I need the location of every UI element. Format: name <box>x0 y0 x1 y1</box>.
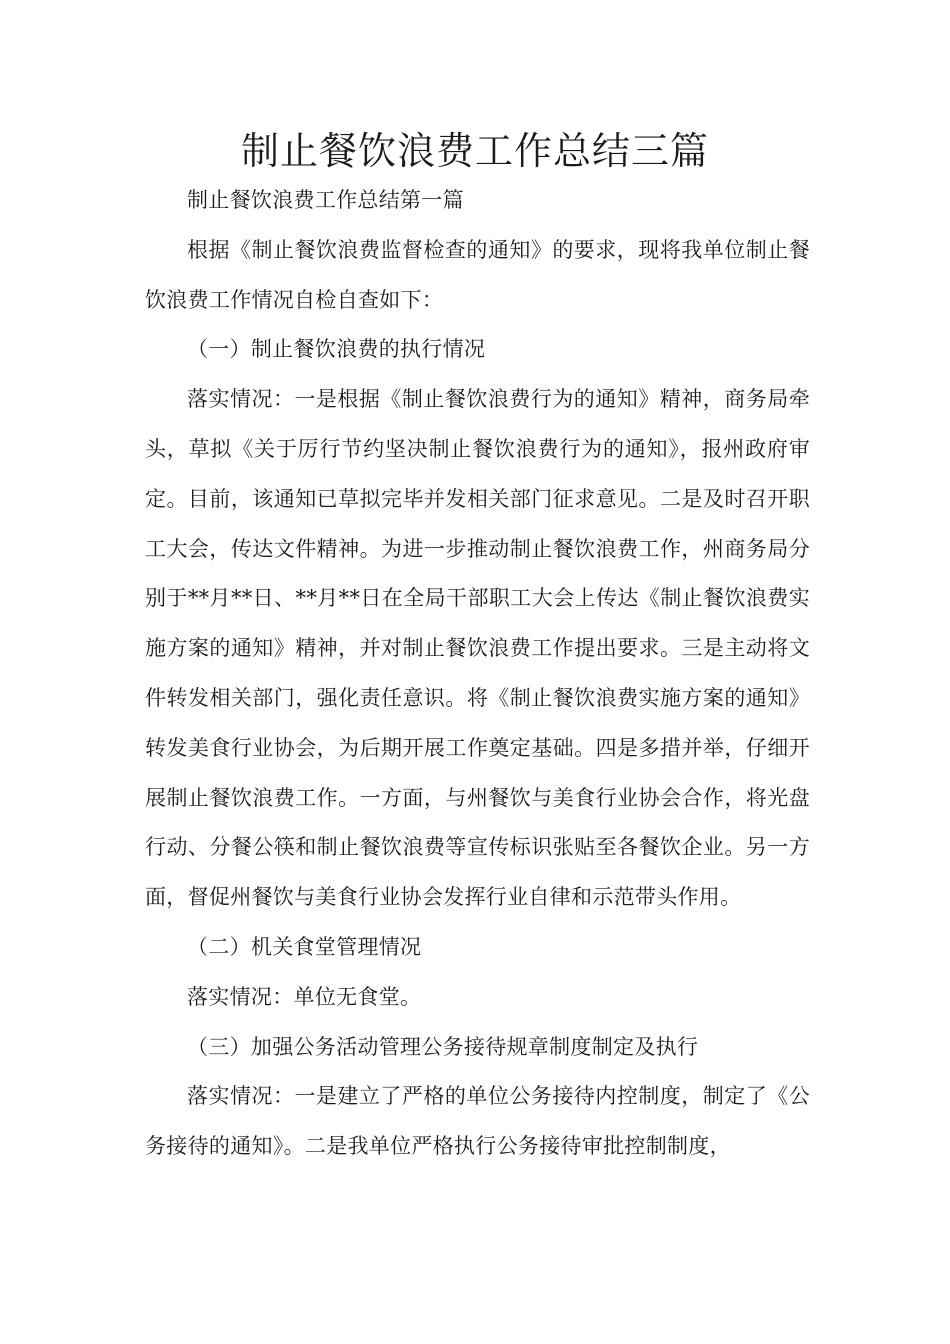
section-heading: 制止餐饮浪费工作总结第一篇 <box>187 188 464 212</box>
document-body <box>145 176 810 1172</box>
subsection-heading: （一）制止餐饮浪费的执行情况 <box>187 337 486 362</box>
subsection-heading: （二）机关食堂管理情况 <box>187 934 422 959</box>
body-paragraph: 落实情况：一是建立了严格的单位公务接待内控制度，制定了《公务接待的通知》。二是我单位严格执行公务接待审批控制制度， <box>145 1084 810 1159</box>
body-paragraph: 根据《制止餐饮浪费监督检查的通知》的要求，现将我单位制止餐饮浪费工作情况自检自查如下： <box>145 237 810 312</box>
subsection-heading: （三）加强公务活动管理公务接待规章制度制定及执行 <box>187 1034 699 1059</box>
document-title: 制止餐饮浪费工作总结三篇 <box>240 129 709 173</box>
body-paragraph: 落实情况：一是根据《制止餐饮浪费行为的通知》精神，商务局牵头，草拟《关于厉行节约坚决制止餐饮浪费行为的通知》，报州政府审定。目前，该通知已草拟完毕并发相关部门征求意见。二是及时召开职工大会，传达文件精神。为进一步推动制止餐饮浪费工作，州商务局分别于**月**日、**月**日在全局干部职工大会上传达《制止餐饮浪费实施方案的通知》精神，并对制止餐饮浪费工作提出要求。三是主动将文件转发相关部门，强化责任意识。将《制止餐饮浪费实施方案的通知》转发美食行业协会，为后期开展工作奠定基础。四是多措并举，仔细开展制止餐饮浪费工作。一方面，与州餐饮与美食行业协会合作，将光盘行动、分餐公筷和制止餐饮浪费等宣传标识张贴至各餐饮企业。另一方面，督促州餐饮与美食行业协会发挥行业自律和示范带头作用。 <box>145 387 810 910</box>
body-paragraph: 落实情况：单位无食堂。 <box>187 984 422 1009</box>
